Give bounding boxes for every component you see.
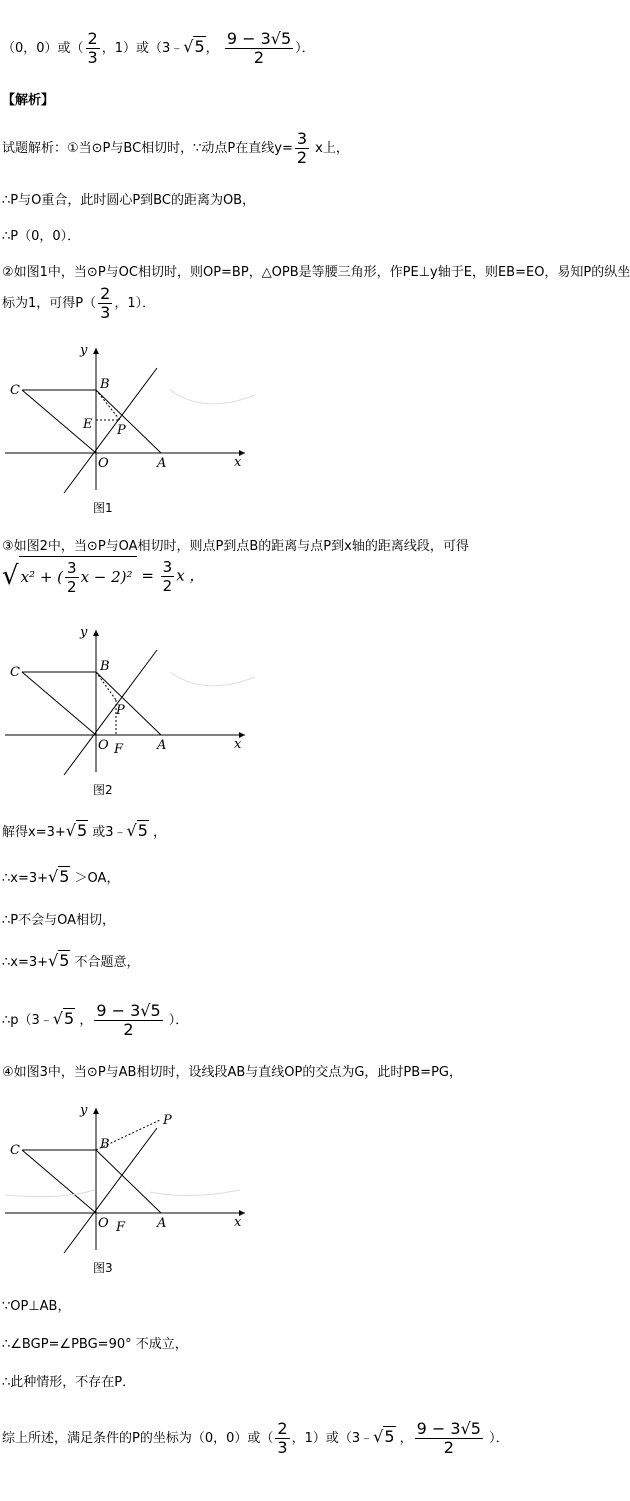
point-b-label: B xyxy=(100,659,110,674)
equation: √ x² + ( $\frac{3}{2}$ x − 2)² = $\frac{3}{2}$ x ， xyxy=(2,557,205,596)
axis-y-label: y xyxy=(80,343,88,358)
point-c-label: C xyxy=(10,1143,20,1158)
fraction: $\frac{9 - 3√5}{2}$ xyxy=(226,29,292,67)
point-c-label: C xyxy=(10,383,20,398)
point-o-label: O xyxy=(98,1216,109,1231)
analysis-heading: 【解析】 xyxy=(2,93,55,108)
point-a-label: A xyxy=(157,1216,167,1231)
point-e-label: E xyxy=(83,417,93,432)
analysis-line-14: ∴∠BGP=∠PBG=90° 不成立， xyxy=(2,1337,188,1352)
point-f-label: F xyxy=(116,1220,126,1235)
axis-x-label: x xyxy=(234,737,242,752)
figure-caption: 图3 xyxy=(93,1261,113,1275)
analysis-line-7: 解得x=3+√5 或3﹣√5 ， xyxy=(2,821,167,840)
analysis-line-6: ③如图2中，当⊙P与OA相切时，则点P到点B的距离与点P到x轴的距离线段，可得 xyxy=(2,539,469,554)
axis-x-label: x xyxy=(234,1215,242,1230)
analysis-line-2: ∴P与O重合，此时圆心P到BC的距离为OB， xyxy=(2,193,256,208)
analysis-line-1: 试题解析：①当⊙P与BC相切时，∵动点P在直线y= $\frac{3}{2}$ x上， xyxy=(2,129,349,167)
point-p-label: P xyxy=(116,703,125,718)
analysis-line-12: ④如图3中，当⊙P与AB相切时，设线段AB与直线OP的交点为G，此时PB=PG， xyxy=(2,1065,462,1080)
analysis-line-5: 标为1，可得P（ $\frac{2}{3}$ ，1）． xyxy=(2,284,156,322)
figure-2 xyxy=(0,622,260,802)
point-c-label: C xyxy=(10,665,20,680)
figure-caption: 图1 xyxy=(93,501,113,515)
point-a-label: A xyxy=(157,738,167,753)
analysis-line-4: ②如图1中，当⊙P与OC相切时，则OP=BP，△OPB是等腰三角形，作PE⊥y轴于E，则EB=EO，易知P的纵坐 xyxy=(2,265,630,280)
analysis-line-16: 综上所述，满足条件的P的坐标为（0，0）或（ $\frac{2}{3}$ ，1）或（3﹣√5 ， $\frac{9 - 3√5}{2}$ ）． xyxy=(2,1419,509,1457)
figure-1 xyxy=(0,340,260,520)
answer-line: （0，0）或（ $\frac{2}{3}$ ，1）或（3﹣√5， $\frac{9 - 3√5}{2}$ ）． xyxy=(2,29,315,67)
point-p-label: P xyxy=(117,423,126,438)
point-o-label: O xyxy=(98,456,109,471)
figure-3 xyxy=(0,1100,260,1280)
axis-y-label: y xyxy=(80,1103,88,1118)
point-o-label: O xyxy=(98,738,109,753)
point-b-label: B xyxy=(100,1137,110,1152)
point-b-label: B xyxy=(100,377,110,392)
analysis-line-11: ∴p（3﹣√5 ， $\frac{9 - 3√5}{2}$ ）． xyxy=(2,1001,189,1039)
analysis-line-8: ∴x=3+√5 ＞OA， xyxy=(2,867,120,886)
analysis-line-13: ∵OP⊥AB， xyxy=(2,1299,71,1314)
point-f-label: F xyxy=(114,742,124,757)
analysis-line-10: ∴x=3+√5 不合题意， xyxy=(2,951,140,970)
point-p-label: P xyxy=(163,1113,172,1128)
analysis-line-3: ∴P（0，0）． xyxy=(2,229,81,244)
point-a-label: A xyxy=(157,456,167,471)
fraction: $\frac{2}{3}$ xyxy=(87,29,98,67)
analysis-line-15: ∴此种情形，不存在P． xyxy=(2,1375,136,1390)
figure-caption: 图2 xyxy=(93,783,113,797)
analysis-line-9: ∴P不会与OA相切， xyxy=(2,913,116,928)
sqrt-expr: √5 xyxy=(183,37,205,56)
axis-y-label: y xyxy=(80,625,88,640)
axis-x-label: x xyxy=(234,455,242,470)
